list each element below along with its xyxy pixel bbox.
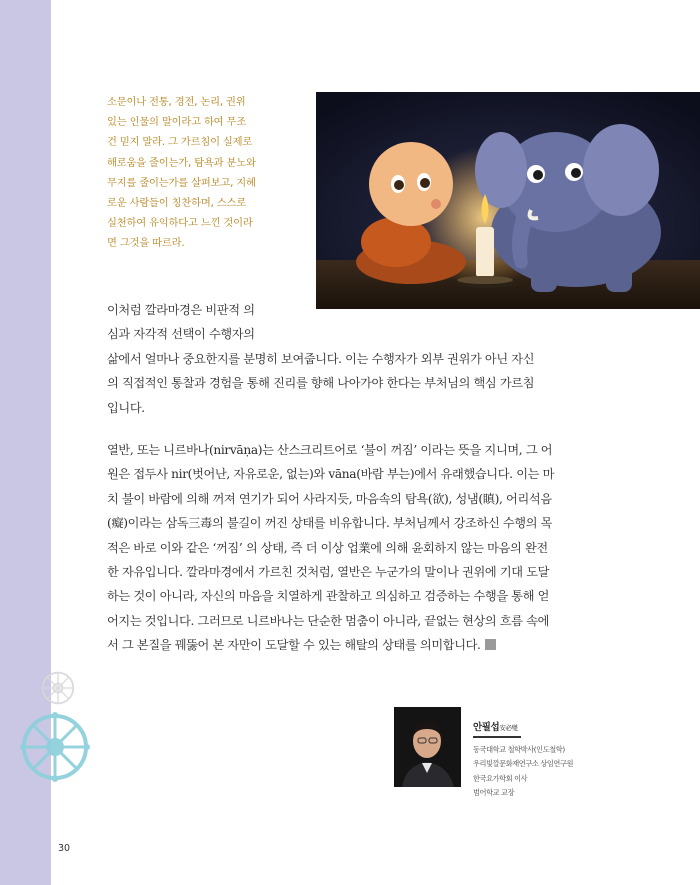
paragraph-line: 의 직접적인 통찰과 경험을 통해 진리를 향해 나아가야 한다는 부처님의 핵심 가르침 [107, 376, 535, 391]
quote-line: 실천하여 유익하다고 느낀 것이라 [107, 217, 253, 230]
author-divider [473, 736, 521, 738]
paragraph-line: 하는 것이 아니라, 자신의 마음을 치열하게 관찰하고 의심하고 검증하는 수행을 통해 얻 [107, 589, 550, 604]
author-credential: 한국요가학회 이사 [473, 773, 528, 783]
author-name-text: 안필섭 [473, 722, 500, 733]
body-paragraph-1 [107, 298, 534, 420]
paragraph-line: 원은 접두사 nir(벗어난, 자유로운, 없는)와 vāna(바람 부는)에서 유래했습니다. 이는 마 [107, 467, 554, 482]
dharma-wheel-large-icon [20, 712, 90, 782]
paragraph-line: 어지는 것입니다. 그러므로 니르바나는 단순한 멈춤이 아니라, 끝없는 현상의 흐름 속에 [107, 613, 550, 628]
quote-line: 면 그것을 따르라. [107, 237, 185, 250]
paragraph-line: 입니다. [107, 400, 145, 415]
quote-line: 해로움을 줄이는가, 탐욕과 분노와 [107, 156, 256, 169]
author-photo [394, 707, 461, 787]
body-paragraph-2 [107, 438, 554, 658]
author-credential: 동국대학교 철학박사(인도철학) [473, 745, 565, 754]
paragraph-line: 적은 바로 이와 같은 ‘꺼짐’ 의 상태, 즉 더 이상 업業에 의해 윤회하지 않는 마음의 완전 [107, 540, 548, 555]
author-name-hanja: 安必燮 [499, 724, 518, 732]
paragraph-line-last [107, 633, 554, 657]
paragraph-line: 한 자유입니다. 깔라마경에서 가르친 것처럼, 열반은 누군가의 말이나 권위에 기대 도달 [107, 565, 550, 580]
paragraph-line: 치 불이 바람에 의해 꺼져 연기가 되어 사라지듯, 마음속의 탐욕(欲), 성냄(瞋), 어리석음 [107, 491, 552, 506]
quote-line: 로운 사람들이 칭찬하며, 스스로 [107, 197, 246, 210]
quote-line: 건 믿지 말라. 그 가르침이 실제로 [107, 136, 253, 149]
paragraph-line-text: 서 그 본질을 꿰뚫어 본 자만이 도달할 수 있는 해탈의 상태를 의미합니다. [107, 638, 481, 653]
quote-line: 무지를 줄이는가를 살펴보고, 지혜 [107, 176, 256, 189]
author-credential: 우리빛깔문화재연구소 상임연구원 [473, 759, 574, 769]
quote-line: 소문이나 전통, 경전, 논리, 권위 [107, 96, 246, 108]
quote-line: 있는 인물의 말이라고 하여 무조 [107, 116, 246, 129]
paragraph-line: 열반, 또는 니르바나(nirvāṇa)는 산스크리트어로 ‘불이 꺼짐’ 이라는 뜻을 지니며, 그 어 [107, 443, 553, 457]
paragraph-line: (癡)이라는 삼독三毒의 불길이 꺼진 상태를 비유합니다. 부처님께서 강조하신 수행의 목 [107, 516, 553, 531]
paragraph-line: 삶에서 얼마나 중요한지를 분명히 보여줍니다. 이는 수행자가 외부 권위가 아닌 자신 [107, 351, 535, 366]
paragraph-line: 심과 자각적 선택이 수행자의 [107, 327, 255, 342]
paragraph-line: 이처럼 깔라마경은 비판적 의 [107, 303, 255, 317]
kalama-quote [107, 92, 287, 254]
dharma-wheel-icon [40, 670, 76, 706]
monk-elephant-candle-illustration [316, 92, 700, 309]
author-info [473, 719, 573, 800]
end-mark-icon [485, 639, 496, 650]
page-number: 30 [58, 843, 71, 854]
author-credential: 범어학교 교장 [473, 787, 515, 797]
author-name [473, 719, 573, 733]
